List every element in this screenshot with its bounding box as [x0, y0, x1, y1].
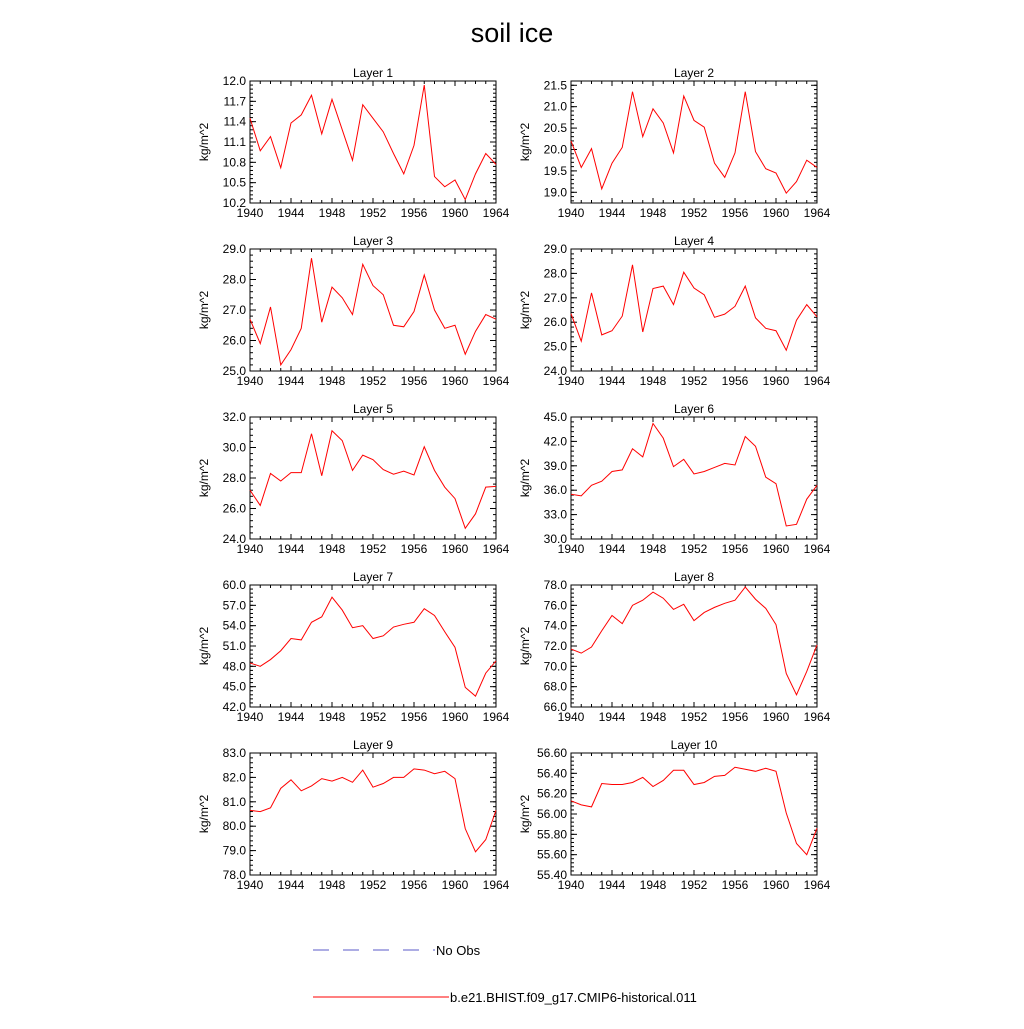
- x-tick-label: 1956: [400, 878, 428, 892]
- x-tick-label: 1940: [557, 542, 585, 556]
- y-tick-label: 33.0: [543, 507, 567, 522]
- y-tick-label: 11.7: [223, 94, 246, 109]
- series-line-model: [250, 597, 496, 696]
- panel-title: Layer 7: [352, 570, 394, 584]
- panel-frame: [571, 81, 817, 203]
- x-tick-label: 1960: [762, 206, 790, 220]
- y-tick-label: 81.0: [222, 794, 246, 809]
- series-line-model: [571, 587, 817, 695]
- panel-title: Layer 8: [673, 570, 715, 584]
- y-axis-label: kg/m^2: [518, 290, 532, 330]
- x-tick-label: 1960: [441, 542, 469, 556]
- y-axis-label: kg/m^2: [197, 794, 211, 834]
- y-tick-label: 10.2: [222, 196, 246, 210]
- y-tick-label: 56.60: [536, 746, 567, 760]
- y-tick-label: 42.0: [543, 434, 567, 449]
- panel-layer-4: [518, 234, 831, 388]
- x-tick-label: 1956: [400, 206, 428, 220]
- x-tick-label: 1952: [680, 878, 708, 892]
- x-tick-label: 1940: [236, 206, 264, 220]
- x-tick-label: 1956: [721, 878, 749, 892]
- y-tick-label: 11.4: [223, 114, 246, 129]
- x-tick-label: 1940: [236, 542, 264, 556]
- x-tick-label: 1964: [803, 206, 831, 220]
- x-tick-label: 1952: [359, 542, 387, 556]
- y-tick-label: 72.0: [543, 639, 567, 653]
- y-tick-label: 28.0: [222, 471, 246, 485]
- x-tick-label: 1944: [277, 542, 305, 556]
- x-tick-label: 1956: [400, 542, 428, 556]
- series-line-model: [571, 424, 817, 526]
- y-tick-label: 55.80: [536, 827, 567, 842]
- y-tick-label: 25.0: [543, 339, 567, 354]
- y-tick-label: 66.0: [543, 700, 567, 714]
- y-tick-label: 11.1: [223, 135, 246, 149]
- y-tick-label: 56.40: [536, 766, 567, 781]
- y-tick-label: 36.0: [543, 483, 567, 498]
- y-tick-label: 24.0: [543, 364, 567, 378]
- panel-layer-10: [518, 738, 831, 892]
- y-tick-label: 55.60: [536, 847, 567, 862]
- y-axis-label: kg/m^2: [197, 458, 211, 498]
- x-tick-label: 1948: [639, 542, 667, 556]
- x-tick-label: 1952: [680, 206, 708, 220]
- y-tick-label: 26.0: [543, 315, 567, 330]
- x-tick-label: 1944: [598, 878, 626, 892]
- x-tick-label: 1944: [277, 710, 305, 724]
- y-tick-label: 29.0: [543, 242, 567, 256]
- y-tick-label: 42.0: [222, 700, 246, 714]
- y-tick-label: 55.40: [536, 868, 567, 882]
- y-tick-label: 45.0: [543, 410, 567, 424]
- x-tick-label: 1952: [359, 878, 387, 892]
- y-tick-label: 12.0: [222, 74, 246, 88]
- x-tick-label: 1956: [721, 710, 749, 724]
- y-tick-label: 57.0: [222, 598, 246, 613]
- y-axis-label: kg/m^2: [518, 122, 532, 162]
- y-axis-label: kg/m^2: [518, 626, 532, 666]
- x-tick-label: 1960: [762, 374, 790, 388]
- panel-frame: [250, 417, 496, 539]
- panel-title: Layer 5: [352, 402, 394, 416]
- x-tick-label: 1960: [441, 878, 469, 892]
- panel-frame: [250, 249, 496, 371]
- y-tick-label: 51.0: [222, 639, 246, 653]
- x-tick-label: 1940: [236, 878, 264, 892]
- series-line-model: [571, 767, 817, 854]
- y-tick-label: 20.5: [543, 121, 567, 136]
- y-tick-label: 74.0: [543, 618, 567, 633]
- x-tick-label: 1944: [277, 206, 305, 220]
- x-tick-label: 1960: [762, 542, 790, 556]
- y-tick-label: 25.0: [222, 364, 246, 378]
- series-line-model: [250, 85, 496, 200]
- x-tick-label: 1952: [680, 542, 708, 556]
- x-tick-label: 1964: [482, 374, 510, 388]
- y-tick-label: 26.0: [222, 501, 246, 516]
- y-axis-label: kg/m^2: [197, 122, 211, 162]
- y-tick-label: 10.8: [222, 155, 246, 170]
- y-tick-label: 82.0: [222, 770, 246, 785]
- y-tick-label: 32.0: [222, 410, 246, 424]
- series-line-model: [250, 431, 496, 529]
- y-tick-label: 83.0: [222, 746, 246, 760]
- x-tick-label: 1964: [803, 878, 831, 892]
- y-tick-label: 78.0: [222, 868, 246, 882]
- x-tick-label: 1960: [762, 710, 790, 724]
- x-tick-label: 1960: [441, 206, 469, 220]
- panel-layer-1: [197, 66, 510, 220]
- y-tick-label: 80.0: [222, 819, 246, 834]
- x-tick-label: 1944: [598, 206, 626, 220]
- panel-layer-2: [518, 66, 831, 220]
- y-tick-label: 21.5: [543, 78, 567, 93]
- x-tick-label: 1964: [803, 710, 831, 724]
- x-tick-label: 1960: [762, 878, 790, 892]
- y-tick-label: 68.0: [543, 679, 567, 694]
- y-tick-label: 60.0: [222, 578, 246, 592]
- panel-layer-8: [518, 570, 831, 724]
- x-tick-label: 1952: [680, 710, 708, 724]
- y-tick-label: 27.0: [222, 303, 246, 317]
- y-tick-label: 45.0: [222, 679, 246, 694]
- y-tick-label: 29.0: [222, 242, 246, 256]
- x-tick-label: 1952: [359, 374, 387, 388]
- legend: [313, 943, 697, 1005]
- x-tick-label: 1948: [318, 710, 346, 724]
- x-tick-label: 1948: [318, 374, 346, 388]
- panel-title: Layer 3: [352, 234, 394, 248]
- panel-title: Layer 9: [352, 738, 394, 752]
- x-tick-label: 1948: [639, 710, 667, 724]
- x-tick-label: 1956: [400, 710, 428, 724]
- y-tick-label: 28.0: [222, 272, 246, 287]
- legend-model-label: b.e21.BHIST.f09_g17.CMIP6-historical.011: [450, 990, 697, 1005]
- x-tick-label: 1964: [803, 542, 831, 556]
- x-tick-label: 1948: [318, 878, 346, 892]
- x-tick-label: 1956: [721, 374, 749, 388]
- panels-grid: [197, 66, 831, 892]
- panel-frame: [250, 585, 496, 707]
- panel-frame: [571, 249, 817, 371]
- panel-layer-3: [197, 234, 510, 388]
- y-tick-label: 26.0: [222, 333, 246, 348]
- x-tick-label: 1964: [482, 206, 510, 220]
- x-tick-label: 1944: [277, 374, 305, 388]
- x-tick-label: 1952: [359, 206, 387, 220]
- x-tick-label: 1940: [236, 710, 264, 724]
- y-tick-label: 54.0: [222, 618, 246, 633]
- y-tick-label: 21.0: [543, 99, 567, 114]
- y-tick-label: 10.5: [222, 175, 246, 190]
- panel-frame: [571, 753, 817, 875]
- series-line-model: [571, 265, 817, 350]
- x-tick-label: 1948: [639, 374, 667, 388]
- panel-layer-7: [197, 570, 510, 724]
- series-line-model: [571, 92, 817, 193]
- x-tick-label: 1944: [598, 374, 626, 388]
- x-tick-label: 1944: [598, 710, 626, 724]
- panel-frame: [250, 753, 496, 875]
- x-tick-label: 1940: [557, 878, 585, 892]
- y-tick-label: 28.0: [543, 266, 567, 281]
- y-tick-label: 56.00: [536, 807, 567, 821]
- x-tick-label: 1964: [482, 878, 510, 892]
- y-tick-label: 30.0: [222, 440, 246, 455]
- x-tick-label: 1948: [639, 206, 667, 220]
- panel-title: Layer 6: [673, 402, 715, 416]
- panel-layer-5: [197, 402, 510, 556]
- y-tick-label: 48.0: [222, 659, 246, 674]
- x-tick-label: 1940: [557, 374, 585, 388]
- y-tick-label: 27.0: [543, 290, 567, 305]
- x-tick-label: 1956: [721, 542, 749, 556]
- y-tick-label: 30.0: [543, 532, 567, 546]
- y-axis-label: kg/m^2: [197, 626, 211, 666]
- x-tick-label: 1964: [482, 710, 510, 724]
- y-tick-label: 19.0: [543, 185, 567, 200]
- y-tick-label: 19.5: [543, 163, 567, 178]
- y-axis-label: kg/m^2: [518, 794, 532, 834]
- series-line-model: [250, 258, 496, 365]
- x-tick-label: 1952: [359, 710, 387, 724]
- x-tick-label: 1944: [277, 878, 305, 892]
- x-tick-label: 1948: [639, 878, 667, 892]
- x-tick-label: 1944: [598, 542, 626, 556]
- x-tick-label: 1948: [318, 206, 346, 220]
- panel-title: Layer 10: [670, 738, 718, 752]
- x-tick-label: 1940: [236, 374, 264, 388]
- x-tick-label: 1952: [680, 374, 708, 388]
- panel-title: Layer 1: [352, 66, 394, 80]
- y-tick-label: 70.0: [543, 659, 567, 674]
- x-tick-label: 1956: [721, 206, 749, 220]
- panel-title: Layer 4: [673, 234, 715, 248]
- legend-obs-label: No Obs: [436, 943, 481, 958]
- y-tick-label: 79.0: [222, 843, 246, 858]
- figure-title: soil ice: [470, 18, 554, 48]
- y-axis-label: kg/m^2: [197, 290, 211, 330]
- y-tick-label: 24.0: [222, 532, 246, 546]
- y-axis-label: kg/m^2: [518, 458, 532, 498]
- x-tick-label: 1964: [482, 542, 510, 556]
- panel-layer-9: [197, 738, 510, 892]
- x-tick-label: 1964: [803, 374, 831, 388]
- y-tick-label: 20.0: [543, 142, 567, 157]
- x-tick-label: 1956: [400, 374, 428, 388]
- panel-frame: [571, 417, 817, 539]
- y-tick-label: 39.0: [543, 458, 567, 473]
- x-tick-label: 1940: [557, 206, 585, 220]
- series-line-model: [250, 769, 496, 852]
- panel-title: Layer 2: [673, 66, 715, 80]
- y-tick-label: 76.0: [543, 598, 567, 613]
- x-tick-label: 1940: [557, 710, 585, 724]
- panel-layer-6: [518, 402, 831, 556]
- x-tick-label: 1948: [318, 542, 346, 556]
- x-tick-label: 1960: [441, 710, 469, 724]
- x-tick-label: 1960: [441, 374, 469, 388]
- y-tick-label: 78.0: [543, 578, 567, 592]
- y-tick-label: 56.20: [536, 786, 567, 801]
